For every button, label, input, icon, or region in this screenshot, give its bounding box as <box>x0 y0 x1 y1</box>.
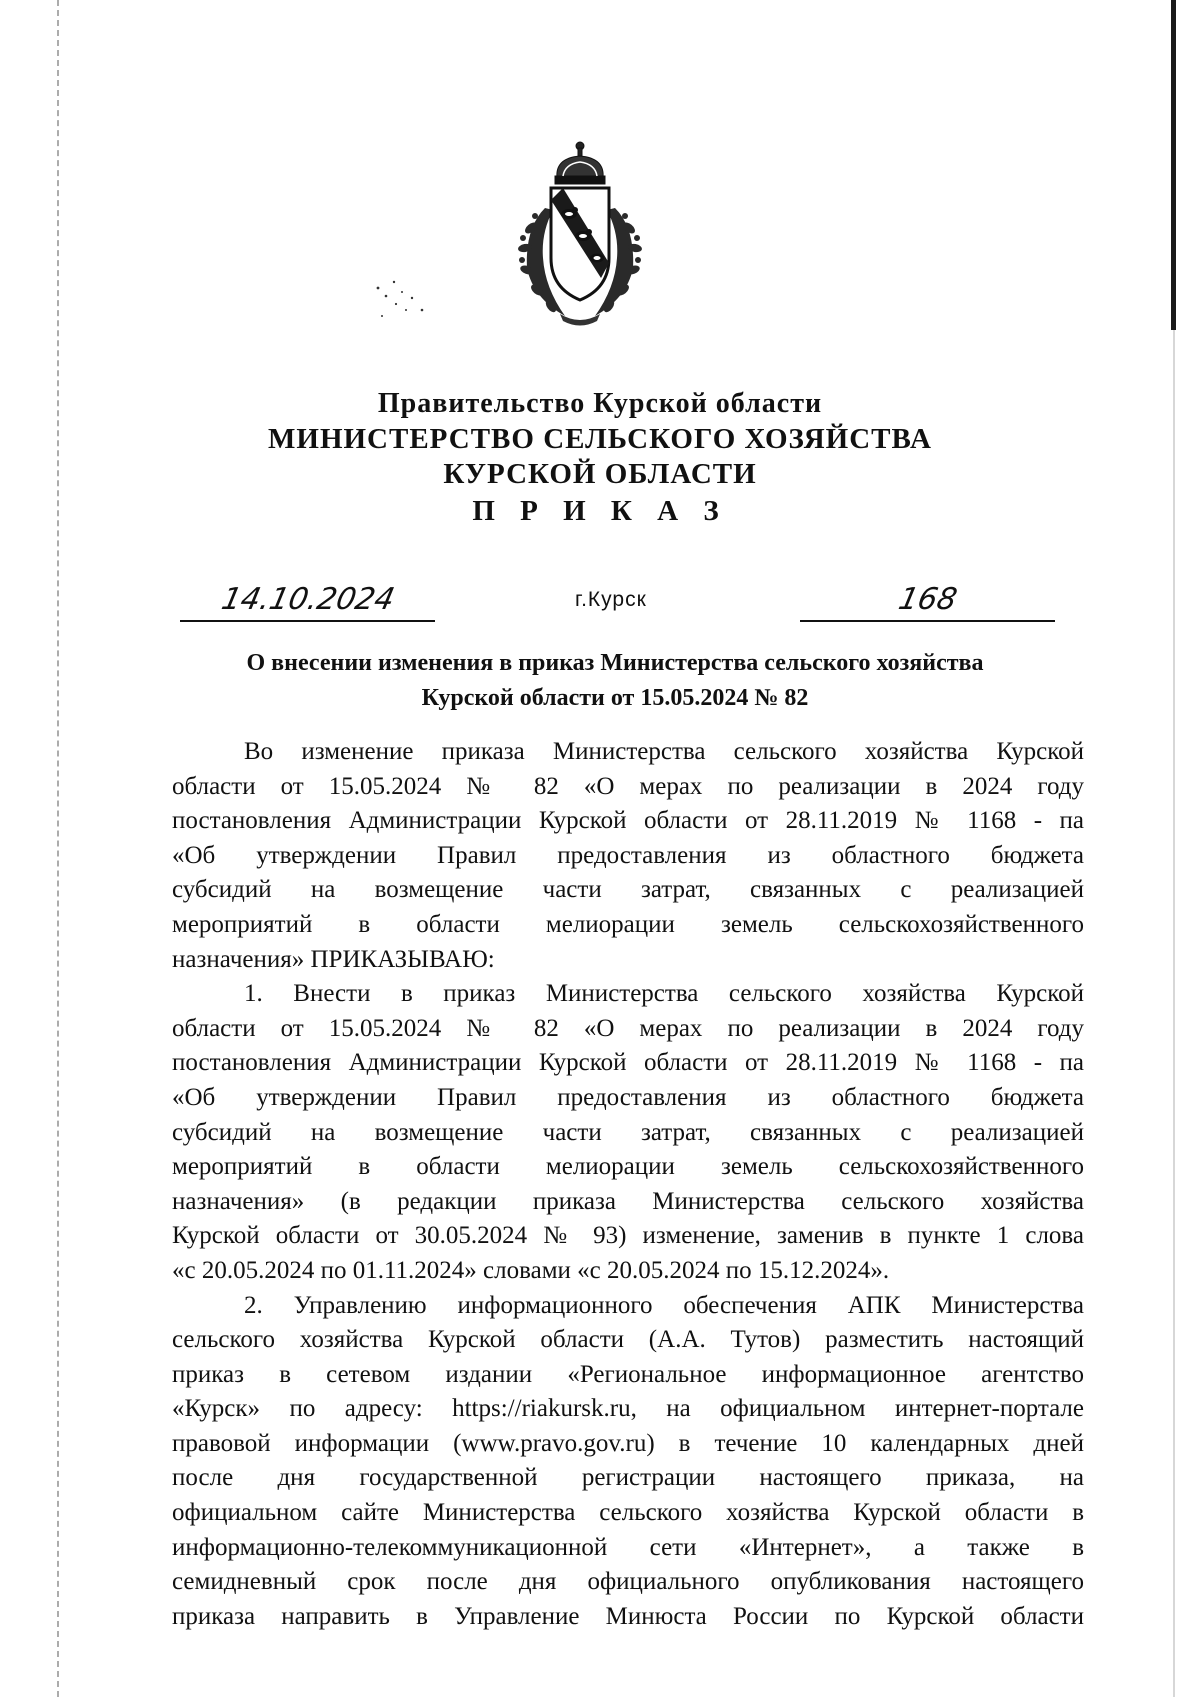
ministry-name: МИНИСТЕРСТВО СЕЛЬСКОГО ХОЗЯЙСТВА <box>268 423 932 455</box>
scan-specks <box>372 280 432 340</box>
body-line: «с 20.05.2024 по 01.11.2024» словами «с 20.05.2024 по 15.12.2024». <box>172 1256 890 1284</box>
body-line: «Об утверждении Правил предоставления из областного бюджета <box>172 1083 1084 1111</box>
region-name: КУРСКОЙ ОБЛАСТИ <box>443 458 757 490</box>
body-line: сельского хозяйства Курской области (А.А. Тутов) разместить настоящий <box>172 1326 1084 1354</box>
order-number-field <box>800 580 1055 622</box>
body-line: «Курск» по адресу: https://riakursk.ru, на официальном интернет-портале <box>172 1395 1084 1423</box>
body-line: приказ в сетевом издании «Региональное информационное агентство <box>172 1360 1084 1388</box>
order-date: 14.10.2024 <box>217 582 398 617</box>
order-title-line: О внесении изменения в приказ Министерства сельского хозяйства <box>246 650 984 676</box>
body-line: правовой информации (www.pravo.gov.ru) в течение 10 календарных дней <box>172 1429 1084 1457</box>
body-line: официальном сайте Министерства сельского хозяйства Курской области в <box>172 1499 1084 1527</box>
order-title-line: Курской области от 15.05.2024 № 82 <box>421 685 809 711</box>
body-line: субсидий на возмещение части затрат, связанных с реализацией <box>172 876 1084 904</box>
government-name: Правительство Курской области <box>377 388 823 419</box>
body-line: семидневный срок после дня официального опубликования настоящего <box>172 1568 1084 1596</box>
body-line: 2. Управлению информационного обеспечения АПК Министерства <box>244 1291 1084 1319</box>
order-date-field <box>180 580 435 622</box>
body-line: мероприятий в области мелиорации земель сельскохозяйственного <box>172 1153 1084 1181</box>
body-line: постановления Администрации Курской области от 28.11.2019 № 1168 - па <box>172 1049 1084 1077</box>
document-type: П Р И К А З <box>472 495 728 527</box>
body-line: мероприятий в области мелиорации земель сельскохозяйственного <box>172 910 1084 938</box>
order-number: 168 <box>895 582 960 617</box>
scan-edge-line <box>1173 330 1175 1697</box>
scan-edge-artifact <box>57 0 59 1697</box>
body-line: Курской области от 30.05.2024 № 93) изменение, заменив в пункте 1 слова <box>172 1222 1084 1250</box>
coat-of-arms-icon <box>505 138 655 328</box>
order-body <box>172 735 1084 1634</box>
body-line: после дня государственной регистрации настоящего приказа, на <box>172 1464 1084 1492</box>
body-line: области от 15.05.2024 № 82 «О мерах по реализации в 2024 году <box>172 1014 1084 1042</box>
body-line: Во изменение приказа Министерства сельского хозяйства Курской <box>244 738 1084 765</box>
body-line: назначения» (в редакции приказа Министерства сельского хозяйства <box>172 1187 1084 1215</box>
body-line: субсидий на возмещение части затрат, связанных с реализацией <box>172 1118 1084 1146</box>
body-line: приказа направить в Управление Минюста России по Курской области <box>172 1602 1084 1630</box>
body-line: области от 15.05.2024 № 82 «О мерах по реализации в 2024 году <box>172 772 1084 800</box>
body-line: информационно-телекоммуникационной сети «Интернет», а также в <box>172 1533 1084 1561</box>
body-line: «Об утверждении Правил предоставления из областного бюджета <box>172 841 1084 869</box>
body-line: постановления Администрации Курской области от 28.11.2019 № 1168 - па <box>172 807 1084 835</box>
scan-edge-bar <box>1171 0 1176 330</box>
body-line: 1. Внести в приказ Министерства сельского хозяйства Курской <box>244 980 1084 1008</box>
issue-city: г.Курск <box>575 588 647 611</box>
body-line: назначения» ПРИКАЗЫВАЮ: <box>172 945 495 973</box>
order-title <box>150 646 1080 716</box>
